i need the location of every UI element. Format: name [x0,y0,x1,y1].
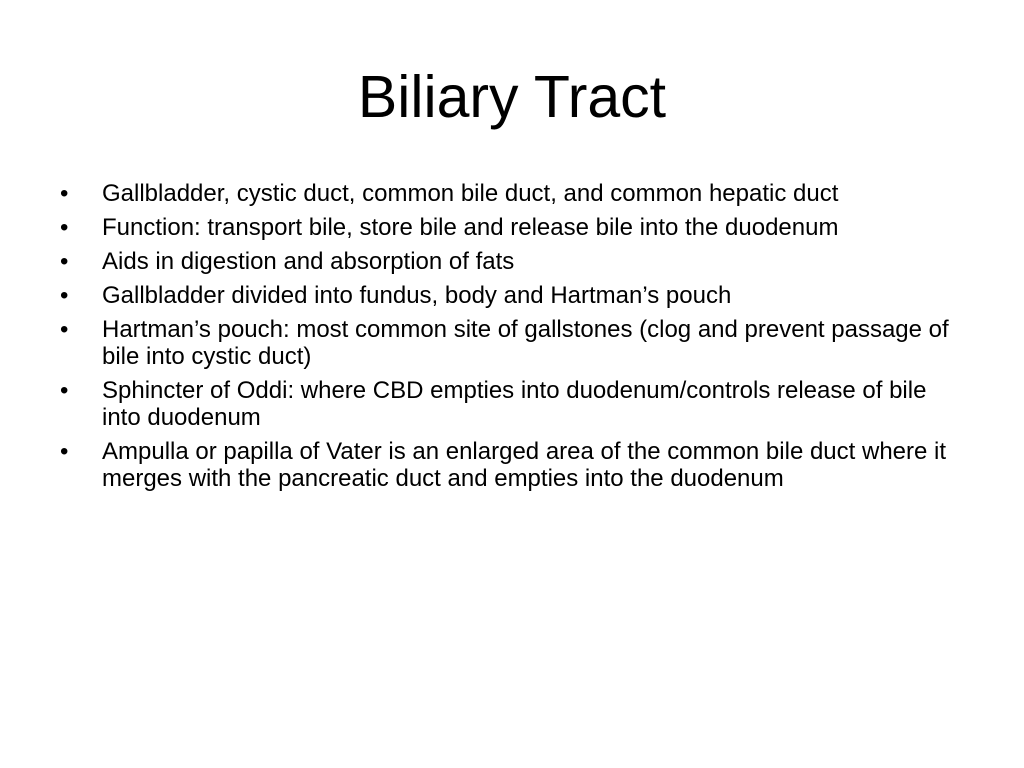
bullet-item [58,377,958,431]
bullet-icon: • [60,248,69,275]
bullet-list [58,180,958,499]
bullet-icon: • [60,282,69,309]
bullet-text: Sphincter of Oddi: where CBD empties into duodenum/controls release of bile into duodenum [102,377,927,431]
bullet-icon: • [60,316,69,343]
bullet-item [58,438,958,492]
bullet-text: Gallbladder, cystic duct, common bile duct, and common hepatic duct [102,180,839,207]
bullet-item [58,316,958,370]
bullet-text: Gallbladder divided into fundus, body and Hartman’s pouch [102,282,732,309]
slide-title: Biliary Tract [357,64,667,130]
bullet-item [58,214,958,241]
bullet-text: Hartman’s pouch: most common site of gallstones (clog and prevent passage of bile into cystic duct) [102,316,949,370]
bullet-text: Ampulla or papilla of Vater is an enlarged area of the common bile duct where it merges with the pancreatic duct and empties into the duodenum [102,438,947,492]
bullet-item [58,180,958,207]
bullet-icon: • [60,377,69,404]
bullet-item [58,248,958,275]
bullet-text: Aids in digestion and absorption of fats [102,248,515,275]
bullet-icon: • [60,180,69,207]
bullet-item [58,282,958,309]
bullet-text: Function: transport bile, store bile and release bile into the duodenum [102,214,839,241]
bullet-icon: • [60,438,69,465]
bullet-icon: • [60,214,69,241]
